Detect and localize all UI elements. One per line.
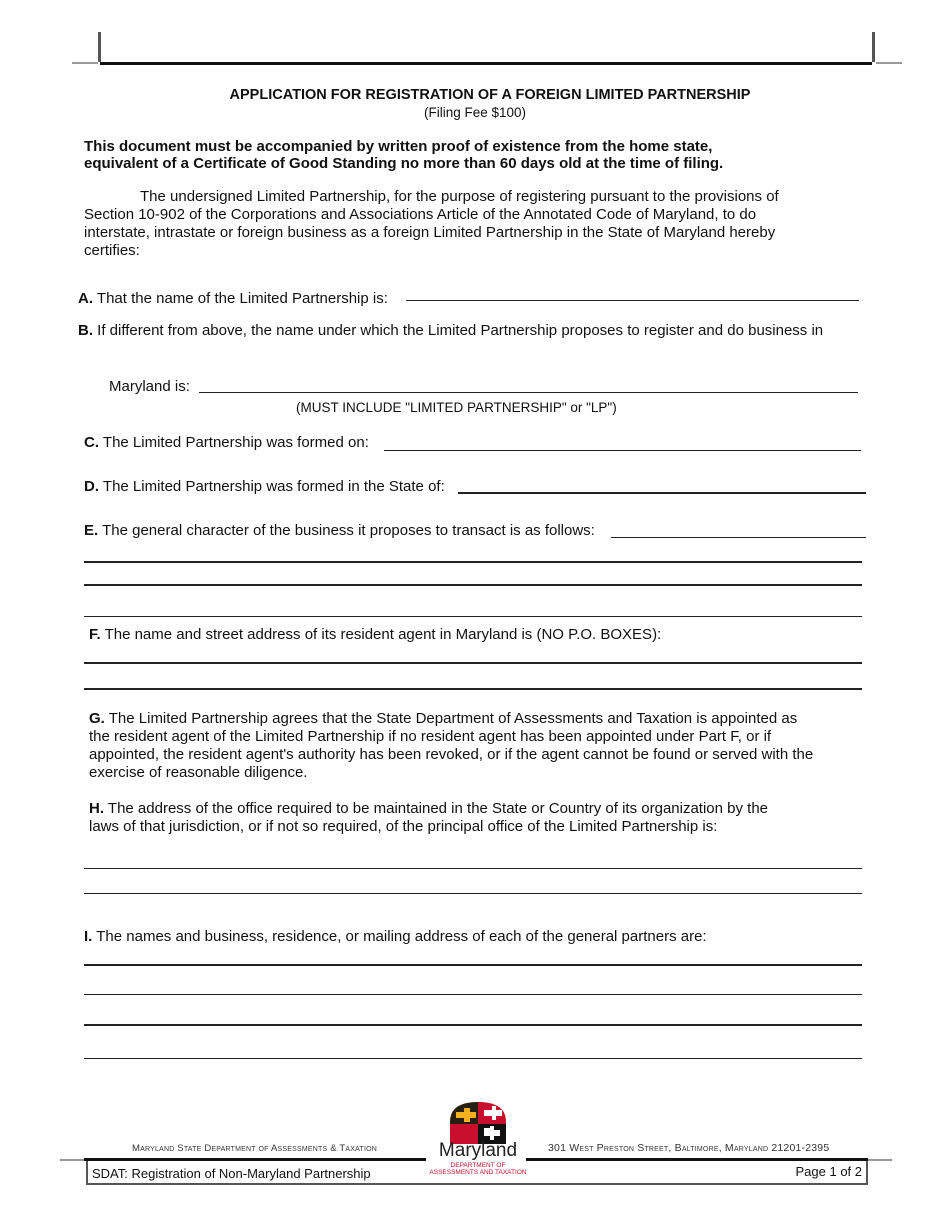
item-e-text: The general character of the business it proposes to transact is as follows: bbox=[102, 522, 595, 539]
item-e bbox=[84, 522, 595, 540]
field-formation-state[interactable] bbox=[458, 492, 866, 494]
item-c-letter: C. bbox=[84, 434, 99, 451]
filing-fee: (Filing Fee $100) bbox=[423, 105, 527, 120]
field-office-address-line-1[interactable] bbox=[84, 868, 862, 869]
crop-mark-top-right-vertical bbox=[872, 32, 875, 62]
item-g-line-1 bbox=[89, 710, 797, 728]
form-title: APPLICATION FOR REGISTRATION OF A FOREIGN LIMITED PARTNERSHIP bbox=[229, 87, 751, 103]
crop-mark-top-right-horizontal bbox=[876, 62, 902, 64]
field-business-character-line-4[interactable] bbox=[84, 616, 862, 617]
footer-bottom-rule bbox=[86, 1183, 868, 1185]
item-h-text-1: The address of the office required to be maintained in the State or Country of its organization by the bbox=[107, 800, 769, 817]
item-h-letter: H. bbox=[89, 800, 104, 817]
item-b-text: If different from above, the name under which the Limited Partnership proposes to register and do business in bbox=[97, 322, 824, 339]
footer-rule-left bbox=[84, 1158, 426, 1161]
notice-line-2: equivalent of a Certificate of Good Standing no more than 60 days old at the time of filing. bbox=[84, 155, 724, 172]
item-h-line-1 bbox=[89, 800, 768, 818]
footer-form-name: SDAT: Registration of Non-Maryland Partnership bbox=[92, 1166, 371, 1181]
item-b-cont: Maryland is: bbox=[109, 378, 190, 395]
field-business-character-line-2[interactable] bbox=[84, 561, 862, 563]
item-f bbox=[89, 626, 661, 644]
item-b-letter: B. bbox=[78, 322, 93, 339]
field-business-character-line-3[interactable] bbox=[84, 584, 862, 586]
top-rule bbox=[100, 62, 872, 65]
notice-line-1: This document must be accompanied by written proof of existence from the home state, bbox=[84, 138, 713, 155]
item-d bbox=[84, 478, 445, 496]
item-c bbox=[84, 434, 369, 452]
item-g-letter: G. bbox=[89, 710, 105, 727]
item-g-line-4: exercise of reasonable diligence. bbox=[89, 764, 308, 781]
field-formation-date[interactable] bbox=[384, 450, 861, 451]
field-office-address-line-2[interactable] bbox=[84, 893, 862, 894]
item-a-letter: A. bbox=[78, 290, 93, 307]
item-i-letter: I. bbox=[84, 928, 93, 945]
intro-line-4: certifies: bbox=[84, 242, 140, 259]
field-general-partners-line-2[interactable] bbox=[84, 994, 862, 995]
crop-mark-bottom-left bbox=[60, 1159, 84, 1161]
intro-line-3: interstate, intrastate or foreign business as a foreign Limited Partnership in the State of Maryland hereby bbox=[84, 224, 776, 241]
item-g-line-2: the resident agent of the Limited Partnership if no resident agent has been appointed under Part F, or if bbox=[89, 728, 772, 745]
item-d-letter: D. bbox=[84, 478, 99, 495]
item-g-text-1: The Limited Partnership agrees that the State Department of Assessments and Taxation is appointed as bbox=[108, 710, 798, 727]
intro-line-1: The undersigned Limited Partnership, for the purpose of registering pursuant to the provisions of bbox=[140, 188, 779, 205]
logo-sub-1: DEPARTMENT OF bbox=[450, 1162, 506, 1169]
footer-box-left-edge bbox=[86, 1161, 88, 1183]
item-g-line-3: appointed, the resident agent's authority has been revoked, or if the agent cannot be found or served with the bbox=[89, 746, 814, 763]
field-general-partners-line-1[interactable] bbox=[84, 964, 862, 966]
item-c-text: The Limited Partnership was formed on: bbox=[102, 434, 369, 451]
item-a bbox=[78, 290, 388, 308]
footer-box-right-edge bbox=[866, 1161, 868, 1183]
item-d-text: The Limited Partnership was formed in the State of: bbox=[102, 478, 445, 495]
footer-page-number: Page 1 of 2 bbox=[795, 1164, 862, 1179]
item-e-letter: E. bbox=[84, 522, 99, 539]
item-a-text: That the name of the Limited Partnership is: bbox=[96, 290, 388, 307]
crop-mark-top-left-vertical bbox=[98, 32, 101, 62]
item-i-text: The names and business, residence, or mailing address of each of the general partners are: bbox=[96, 928, 707, 945]
item-f-text: The name and street address of its resident agent in Maryland is (NO P.O. BOXES): bbox=[104, 626, 662, 643]
field-maryland-name[interactable] bbox=[199, 392, 858, 393]
item-b-note: (MUST INCLUDE "LIMITED PARTNERSHIP" or "LP") bbox=[296, 400, 617, 415]
field-business-character[interactable] bbox=[611, 537, 866, 538]
crop-mark-bottom-right bbox=[868, 1159, 892, 1161]
field-general-partners-line-4[interactable] bbox=[84, 1058, 862, 1059]
maryland-logo bbox=[426, 1100, 530, 1180]
crop-mark-top-left-horizontal bbox=[72, 62, 98, 64]
field-resident-agent-line-2[interactable] bbox=[84, 688, 862, 690]
field-resident-agent-line-1[interactable] bbox=[84, 662, 862, 664]
footer-agency: Maryland State Department of Assessments & Taxation bbox=[132, 1143, 378, 1154]
footer-rule-right bbox=[526, 1158, 868, 1161]
footer-address: 301 West Preston Street, Baltimore, Maryland 21201-2395 bbox=[548, 1142, 830, 1154]
item-f-letter: F. bbox=[89, 626, 101, 643]
item-h-line-2: laws of that jurisdiction, or if not so required, of the principal office of the Limited Partnership is: bbox=[89, 818, 718, 835]
logo-sub-2: ASSESSMENTS AND TAXATION bbox=[429, 1169, 527, 1176]
logo-word: Maryland bbox=[438, 1140, 518, 1161]
field-general-partners-line-3[interactable] bbox=[84, 1024, 862, 1026]
item-b bbox=[78, 322, 823, 340]
intro-line-2: Section 10-902 of the Corporations and Associations Article of the Annotated Code of Maryland, to do bbox=[84, 206, 757, 223]
field-partnership-name[interactable] bbox=[406, 300, 859, 301]
item-i bbox=[84, 928, 707, 946]
